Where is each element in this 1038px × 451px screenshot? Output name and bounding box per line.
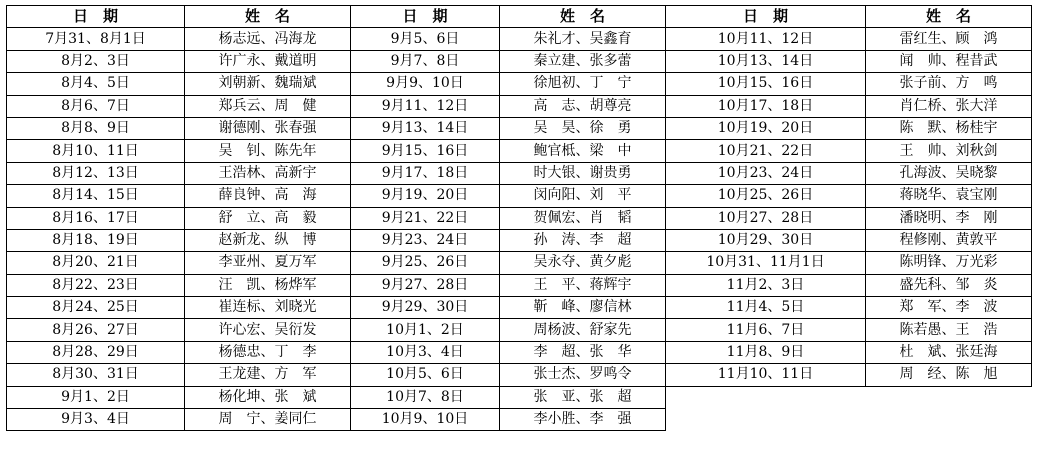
cell-date-3: 10月21、22日 (666, 140, 866, 162)
cell-date-3: 10月25、26日 (666, 185, 866, 207)
table-row (7, 185, 1032, 207)
cell-date-1: 8月30、31日 (7, 364, 185, 386)
cell-date-1: 8月8、9日 (7, 117, 185, 139)
cell-date-2: 10月7、8日 (351, 386, 500, 408)
cell-date-3: 11月4、5日 (666, 297, 866, 319)
cell-name-1: 王浩林、高新宇 (185, 162, 351, 184)
cell-date-3: 10月31、11月1日 (666, 252, 866, 274)
cell-date-1: 8月18、19日 (7, 229, 185, 251)
cell-date-3: 10月13、14日 (666, 50, 866, 72)
cell-name-2: 王 平、蒋辉宇 (500, 274, 666, 296)
table-row (7, 274, 1032, 296)
header-date-3: 日 期 (666, 6, 866, 28)
cell-name-1: 薛良钟、高 海 (185, 185, 351, 207)
cell-date-1: 8月22、23日 (7, 274, 185, 296)
cell-name-3: 张子前、方 鸣 (866, 73, 1032, 95)
cell-name-3: 盛先科、邹 炎 (866, 274, 1032, 296)
cell-name-3: 雷红生、顾 鸿 (866, 28, 1032, 50)
cell-date-3: 10月19、20日 (666, 117, 866, 139)
cell-name-3: 蒋晓华、袁宝刚 (866, 185, 1032, 207)
cell-name-3: 周 经、陈 旭 (866, 364, 1032, 386)
cell-name-1: 杨志远、冯海龙 (185, 28, 351, 50)
cell-name-2: 闵向阳、刘 平 (500, 185, 666, 207)
table-body (7, 28, 1032, 431)
cell-date-1: 9月3、4日 (7, 409, 185, 431)
header-date-1: 日 期 (7, 6, 185, 28)
table-row (7, 319, 1032, 341)
cell-date-2: 9月23、24日 (351, 229, 500, 251)
cell-date-2: 10月5、6日 (351, 364, 500, 386)
cell-name-1: 许广永、戴道明 (185, 50, 351, 72)
cell-name-2: 吴永夺、黄夕彪 (500, 252, 666, 274)
table-row (7, 386, 1032, 408)
cell-name-3: 肖仁桥、张大洋 (866, 95, 1032, 117)
table-row (7, 364, 1032, 386)
table-row (7, 162, 1032, 184)
cell-date-3: 11月8、9日 (666, 341, 866, 363)
cell-date-2: 9月19、20日 (351, 185, 500, 207)
table-row (7, 50, 1032, 72)
cell-name-2: 鲍官柢、梁 中 (500, 140, 666, 162)
header-name-1: 姓 名 (185, 6, 351, 28)
cell-date-2: 9月17、18日 (351, 162, 500, 184)
cell-date-2: 9月29、30日 (351, 297, 500, 319)
cell-date-2: 9月27、28日 (351, 274, 500, 296)
cell-name-1: 刘朝新、魏瑞斌 (185, 73, 351, 95)
table-row (7, 117, 1032, 139)
cell-date-1: 8月16、17日 (7, 207, 185, 229)
cell-date-1: 8月12、13日 (7, 162, 185, 184)
cell-date-3: 11月10、11日 (666, 364, 866, 386)
cell-date-3: 11月2、3日 (666, 274, 866, 296)
table-row (7, 28, 1032, 50)
cell-date-2: 9月5、6日 (351, 28, 500, 50)
table-row (7, 409, 1032, 431)
cell-date-2: 10月9、10日 (351, 409, 500, 431)
cell-name-3: 陈明锋、万光彩 (866, 252, 1032, 274)
cell-name-1: 杨德忠、丁 李 (185, 341, 351, 363)
cell-name-3: 杜 斌、张廷海 (866, 341, 1032, 363)
table-row (7, 73, 1032, 95)
cell-date-3: 10月23、24日 (666, 162, 866, 184)
duty-schedule-table (6, 5, 1032, 431)
cell-name-3: 程修刚、黄敦平 (866, 229, 1032, 251)
cell-name-3: 闻 帅、程昔武 (866, 50, 1032, 72)
cell-date-1: 8月14、15日 (7, 185, 185, 207)
cell-date-1: 8月28、29日 (7, 341, 185, 363)
cell-date-2: 9月25、26日 (351, 252, 500, 274)
cell-name-2: 徐旭初、丁 宁 (500, 73, 666, 95)
cell-date-3: 10月11、12日 (666, 28, 866, 50)
cell-date-3: 10月29、30日 (666, 229, 866, 251)
cell-name-2: 时大银、谢贵勇 (500, 162, 666, 184)
cell-name-2: 李 超、张 华 (500, 341, 666, 363)
cell-name-2: 张 亚、张 超 (500, 386, 666, 408)
cell-name-1: 周 宁、姜同仁 (185, 409, 351, 431)
empty-cell (866, 409, 1032, 431)
cell-date-1: 8月26、27日 (7, 319, 185, 341)
cell-name-3: 陈若愚、王 浩 (866, 319, 1032, 341)
cell-name-1: 吴 钊、陈先年 (185, 140, 351, 162)
cell-date-2: 9月11、12日 (351, 95, 500, 117)
header-row (7, 6, 1032, 28)
empty-cell (866, 386, 1032, 408)
cell-name-2: 周杨波、舒家先 (500, 319, 666, 341)
cell-name-2: 张士杰、罗鸣令 (500, 364, 666, 386)
cell-name-3: 郑 军、李 波 (866, 297, 1032, 319)
cell-name-3: 潘晓明、李 刚 (866, 207, 1032, 229)
cell-date-3: 11月6、7日 (666, 319, 866, 341)
cell-name-1: 王龙建、方 军 (185, 364, 351, 386)
cell-name-2: 贺佩宏、肖 韬 (500, 207, 666, 229)
cell-name-1: 郑兵云、周 健 (185, 95, 351, 117)
header-name-2: 姓 名 (500, 6, 666, 28)
cell-name-2: 高 志、胡尊亮 (500, 95, 666, 117)
cell-name-1: 舒 立、高 毅 (185, 207, 351, 229)
cell-date-1: 8月24、25日 (7, 297, 185, 319)
table-row (7, 95, 1032, 117)
cell-date-1: 7月31、8月1日 (7, 28, 185, 50)
cell-date-2: 9月13、14日 (351, 117, 500, 139)
empty-cell (666, 386, 866, 408)
cell-date-2: 9月9、10日 (351, 73, 500, 95)
table-row (7, 229, 1032, 251)
cell-name-2: 吴 昊、徐 勇 (500, 117, 666, 139)
cell-date-2: 9月15、16日 (351, 140, 500, 162)
cell-name-2: 李小胜、李 强 (500, 409, 666, 431)
cell-name-3: 孔海波、吴晓黎 (866, 162, 1032, 184)
empty-cell (666, 409, 866, 431)
cell-name-2: 秦立建、张多蕾 (500, 50, 666, 72)
cell-name-2: 靳 峰、廖信林 (500, 297, 666, 319)
table-row (7, 140, 1032, 162)
cell-name-1: 赵新龙、纵 博 (185, 229, 351, 251)
table-row (7, 341, 1032, 363)
cell-date-2: 10月1、2日 (351, 319, 500, 341)
cell-date-1: 8月4、5日 (7, 73, 185, 95)
cell-date-3: 10月17、18日 (666, 95, 866, 117)
cell-date-3: 10月15、16日 (666, 73, 866, 95)
cell-name-1: 杨化坤、张 斌 (185, 386, 351, 408)
cell-date-1: 8月10、11日 (7, 140, 185, 162)
table-row (7, 252, 1032, 274)
table-row (7, 207, 1032, 229)
cell-name-1: 李亚州、夏万军 (185, 252, 351, 274)
cell-name-1: 崔连标、刘晓光 (185, 297, 351, 319)
cell-date-1: 8月2、3日 (7, 50, 185, 72)
cell-date-2: 9月21、22日 (351, 207, 500, 229)
cell-name-1: 许心宏、吴衍发 (185, 319, 351, 341)
cell-date-1: 9月1、2日 (7, 386, 185, 408)
cell-name-2: 朱礼才、吴鑫育 (500, 28, 666, 50)
cell-date-2: 10月3、4日 (351, 341, 500, 363)
cell-date-2: 9月7、8日 (351, 50, 500, 72)
cell-date-1: 8月6、7日 (7, 95, 185, 117)
cell-name-3: 王 帅、刘秋剑 (866, 140, 1032, 162)
header-name-3: 姓 名 (866, 6, 1032, 28)
cell-date-3: 10月27、28日 (666, 207, 866, 229)
table-row (7, 297, 1032, 319)
cell-name-1: 谢德刚、张春强 (185, 117, 351, 139)
cell-date-1: 8月20、21日 (7, 252, 185, 274)
cell-name-1: 汪 凯、杨烨军 (185, 274, 351, 296)
cell-name-3: 陈 默、杨桂宇 (866, 117, 1032, 139)
header-date-2: 日 期 (351, 6, 500, 28)
cell-name-2: 孙 涛、李 超 (500, 229, 666, 251)
